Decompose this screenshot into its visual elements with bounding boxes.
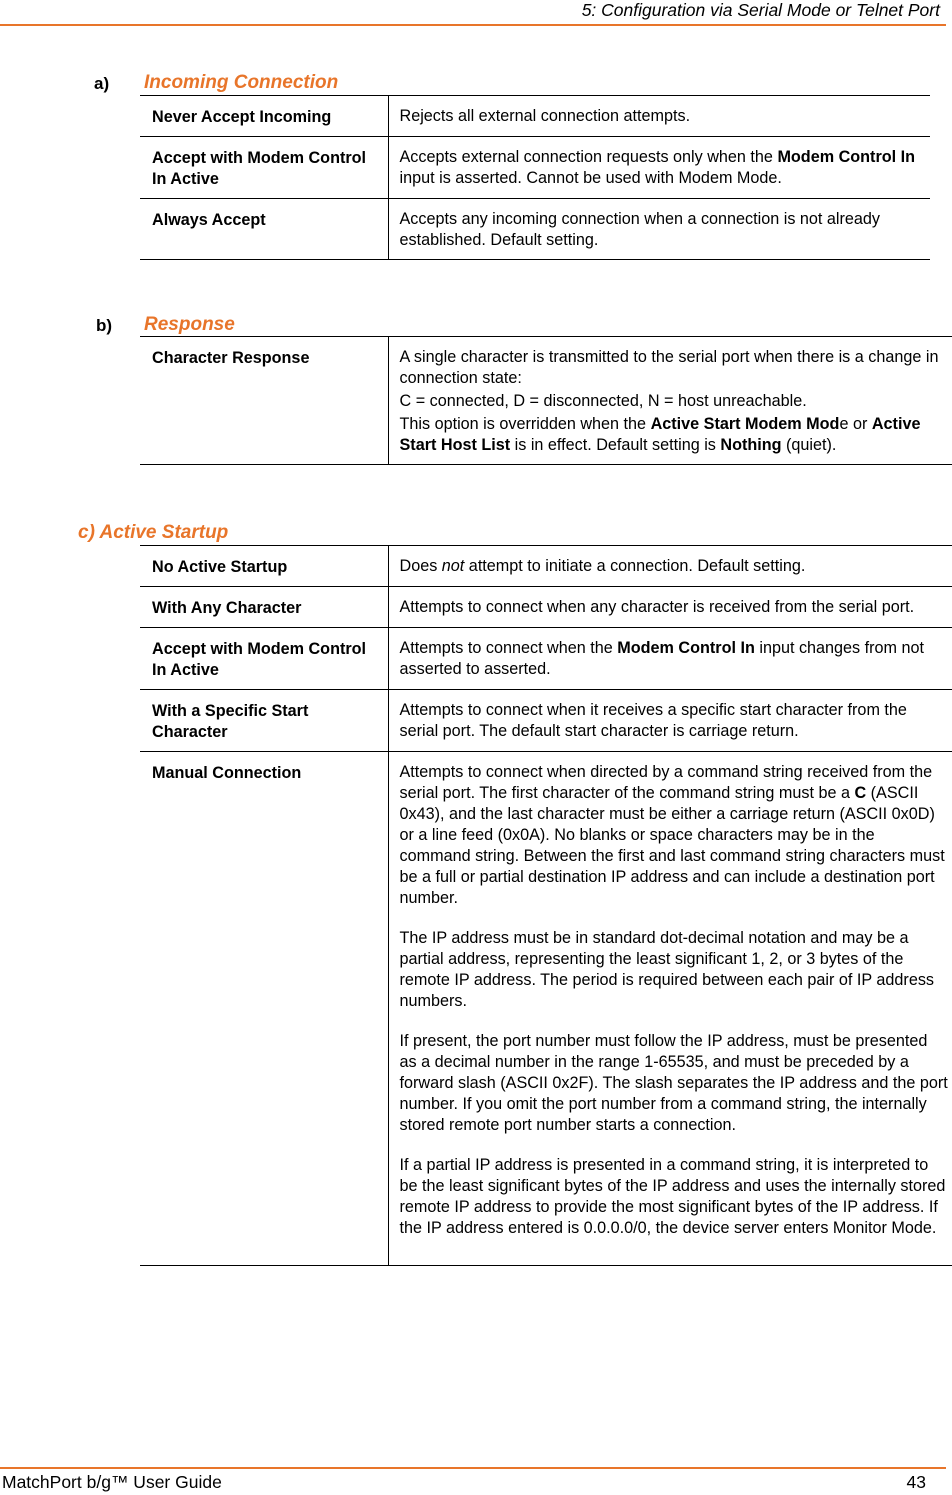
chapter-header: 5: Configuration via Serial Mode or Telnet Port bbox=[581, 0, 940, 20]
section-b-letter: b) bbox=[96, 316, 113, 335]
option-desc: Attempts to connect when directed by a command string received from the serial port. The first character of the command string must be a C (ASCII 0x43), and the last character must be either a carriage return (ASCII 0x0D) or a line feed (0x0A). No blanks or space characters may be in the command string. Between the first and last command string characters must be a full or partial destination IP address and can include a destination port number. The IP address must be in standard dot-decimal notation and may be a partial address, representing the least significant 1, 2, or 3 bytes of the remote IP address. The period is required between each pair of IP address numbers. If present, the port number must follow the IP address, must be presented as a decimal number in the range 1-65535, and must be preceded by a forward slash (ASCII 0x2F). The slash separates the IP address and the port number. If you omit the port number from a command string, the internally stored remote port number starts a connection. If a partial IP address is presented in a command string, it is interpreted to be the least significant bytes of the IP address and uses the internally stored remote IP address to provide the most significant bytes of the IP address. If the IP address entered is 0.0.0.0/0, the device server enters Monitor Mode. bbox=[388, 752, 952, 1266]
option-desc: Accepts external connection requests only when the Modem Control In input is asserted. Cannot be used with Modem Mode. bbox=[388, 137, 930, 199]
option-key: With Any Character bbox=[140, 587, 388, 628]
table-row bbox=[140, 546, 952, 587]
header-rule bbox=[0, 24, 946, 26]
footer-rule bbox=[0, 1467, 946, 1469]
option-desc: Accepts any incoming connection when a connection is not already established. Default setting. bbox=[388, 199, 930, 260]
guide-title: MatchPort b/g™ User Guide bbox=[2, 1472, 222, 1492]
table-row bbox=[140, 752, 952, 1266]
option-desc: Attempts to connect when the Modem Control In input changes from not asserted to asserted. bbox=[388, 628, 952, 690]
table-row bbox=[140, 199, 930, 260]
section-a-title: Incoming Connection bbox=[144, 72, 339, 93]
option-key: Character Response bbox=[140, 337, 388, 465]
active-startup-table bbox=[140, 545, 952, 1266]
table-row bbox=[140, 628, 952, 690]
option-desc: Does not attempt to initiate a connection. Default setting. bbox=[388, 546, 952, 587]
option-desc: Rejects all external connection attempts. bbox=[388, 96, 930, 137]
option-desc: Attempts to connect when any character is received from the serial port. bbox=[388, 587, 952, 628]
option-key: Never Accept Incoming bbox=[140, 96, 388, 137]
table-row bbox=[140, 587, 952, 628]
section-c-title: c) Active Startup bbox=[78, 522, 229, 543]
option-key: Manual Connection bbox=[140, 752, 388, 1266]
page-number: 43 bbox=[906, 1472, 926, 1492]
table-row bbox=[140, 96, 930, 137]
option-desc: Attempts to connect when it receives a specific start character from the serial port. The default start character is carriage return. bbox=[388, 690, 952, 752]
option-key: No Active Startup bbox=[140, 546, 388, 587]
table-row bbox=[140, 337, 952, 465]
option-key: Accept with Modem Control In Active bbox=[140, 628, 388, 690]
section-a-letter: a) bbox=[94, 74, 110, 93]
option-desc: A single character is transmitted to the serial port when there is a change in connection state: C = connected, D = disconnected, N = host unreachable. This option is overridden when the Active Start Modem Mode or Active Start Host List is in effect. Default setting is Nothing (quiet). bbox=[388, 337, 952, 465]
option-key: Always Accept bbox=[140, 199, 388, 260]
table-row bbox=[140, 137, 930, 199]
section-b-title: Response bbox=[144, 314, 235, 335]
table-row bbox=[140, 690, 952, 752]
response-table bbox=[140, 336, 952, 465]
option-key: With a Specific Start Character bbox=[140, 690, 388, 752]
incoming-connection-table bbox=[140, 95, 930, 260]
option-key: Accept with Modem Control In Active bbox=[140, 137, 388, 199]
